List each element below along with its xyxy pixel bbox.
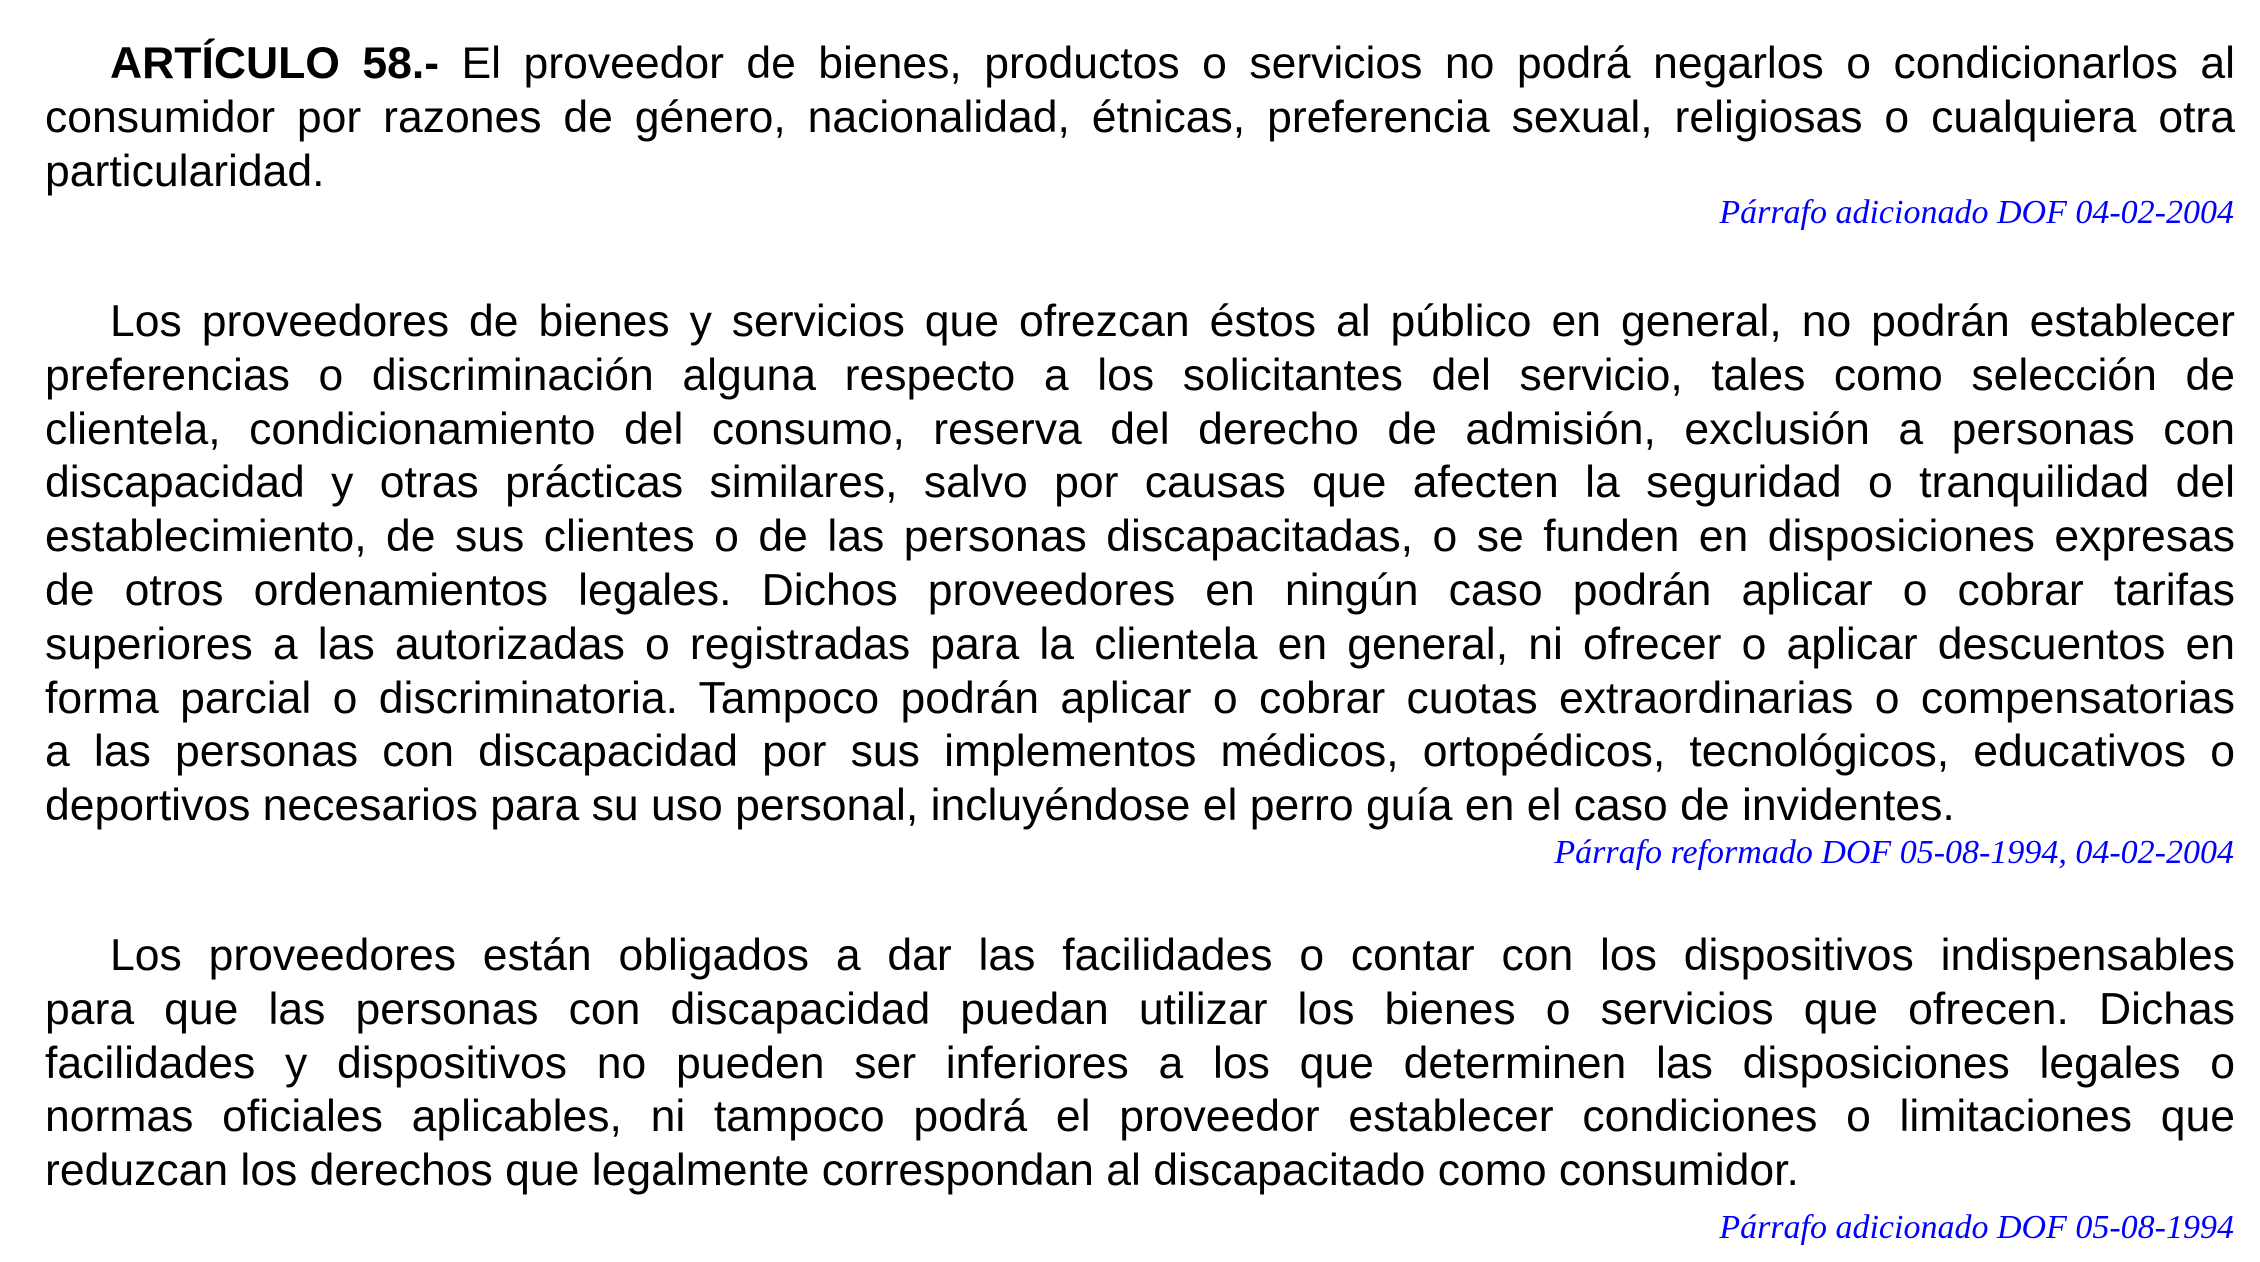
paragraph-line: establecimiento, de sus clientes o de las personas discapacitadas, o se funden en disposiciones expresas (45, 512, 2235, 562)
paragraph-line: a las personas con discapacidad por sus implementos médicos, ortopédicos, tecnológicos, educativos o (45, 727, 2235, 777)
paragraph-line: preferencias o discriminación alguna respecto a los solicitantes del servicio, tales como selección de (45, 350, 2235, 400)
paragraph-2 (45, 295, 2235, 833)
paragraph-line: reduzcan los derechos que legalmente correspondan al discapacitado como consumidor. (45, 1146, 1799, 1196)
paragraph-line: deportivos necesarios para su uso personal, incluyéndose el perro guía en el caso de invidentes. (45, 781, 1955, 831)
paragraph-line: facilidades y dispositivos no pueden ser inferiores a los que determinen las disposiciones legales o (45, 1038, 2235, 1088)
paragraph-line: clientela, condicionamiento del consumo, reserva del derecho de admisión, exclusión a personas con (45, 404, 2235, 454)
paragraph-1 (45, 37, 2235, 198)
paragraph-line: superiores a las autorizadas o registradas para la clientela en general, ni ofrecer o aplicar descuentos en (45, 619, 2235, 669)
paragraph-line: normas oficiales aplicables, ni tampoco podrá el proveedor establecer condiciones o limitaciones que (45, 1092, 2235, 1142)
line-text: El proveedor de bienes, productos o servicios no podrá negarlos o condicionarlos al (439, 39, 2236, 88)
amendment-note-2: Párrafo reformado DOF 05-08-1994, 04-02-2004 (1554, 834, 2234, 871)
paragraph-3 (45, 929, 2235, 1198)
amendment-note-3: Párrafo adicionado DOF 05-08-1994 (1719, 1209, 2234, 1246)
article-heading: ARTÍCULO 58.- (110, 39, 440, 88)
paragraph-line: consumidor por razones de género, nacionalidad, étnicas, preferencia sexual, religiosas o cualquiera otra (45, 92, 2235, 142)
amendment-note-1: Párrafo adicionado DOF 04-02-2004 (1719, 194, 2234, 231)
paragraph-line: Los proveedores están obligados a dar las facilidades o contar con los dispositivos indispensables (110, 931, 2235, 980)
paragraph-line (45, 37, 2235, 91)
paragraph-line: discapacidad y otras prácticas similares, salvo por causas que afecten la seguridad o tranquilidad del (45, 458, 2235, 508)
paragraph-line: particularidad. (45, 146, 325, 196)
paragraph-line: forma parcial o discriminatoria. Tampoco podrán aplicar o cobrar cuotas extraordinarias o compensatorias (45, 673, 2235, 723)
paragraph-line: de otros ordenamientos legales. Dichos proveedores en ningún caso podrán aplicar o cobrar tarifas (45, 565, 2235, 615)
paragraph-line: para que las personas con discapacidad puedan utilizar los bienes o servicios que ofrecen. Dichas (45, 984, 2235, 1034)
paragraph-line: Los proveedores de bienes y servicios que ofrezcan éstos al público en general, no podrán establecer (110, 297, 2235, 346)
